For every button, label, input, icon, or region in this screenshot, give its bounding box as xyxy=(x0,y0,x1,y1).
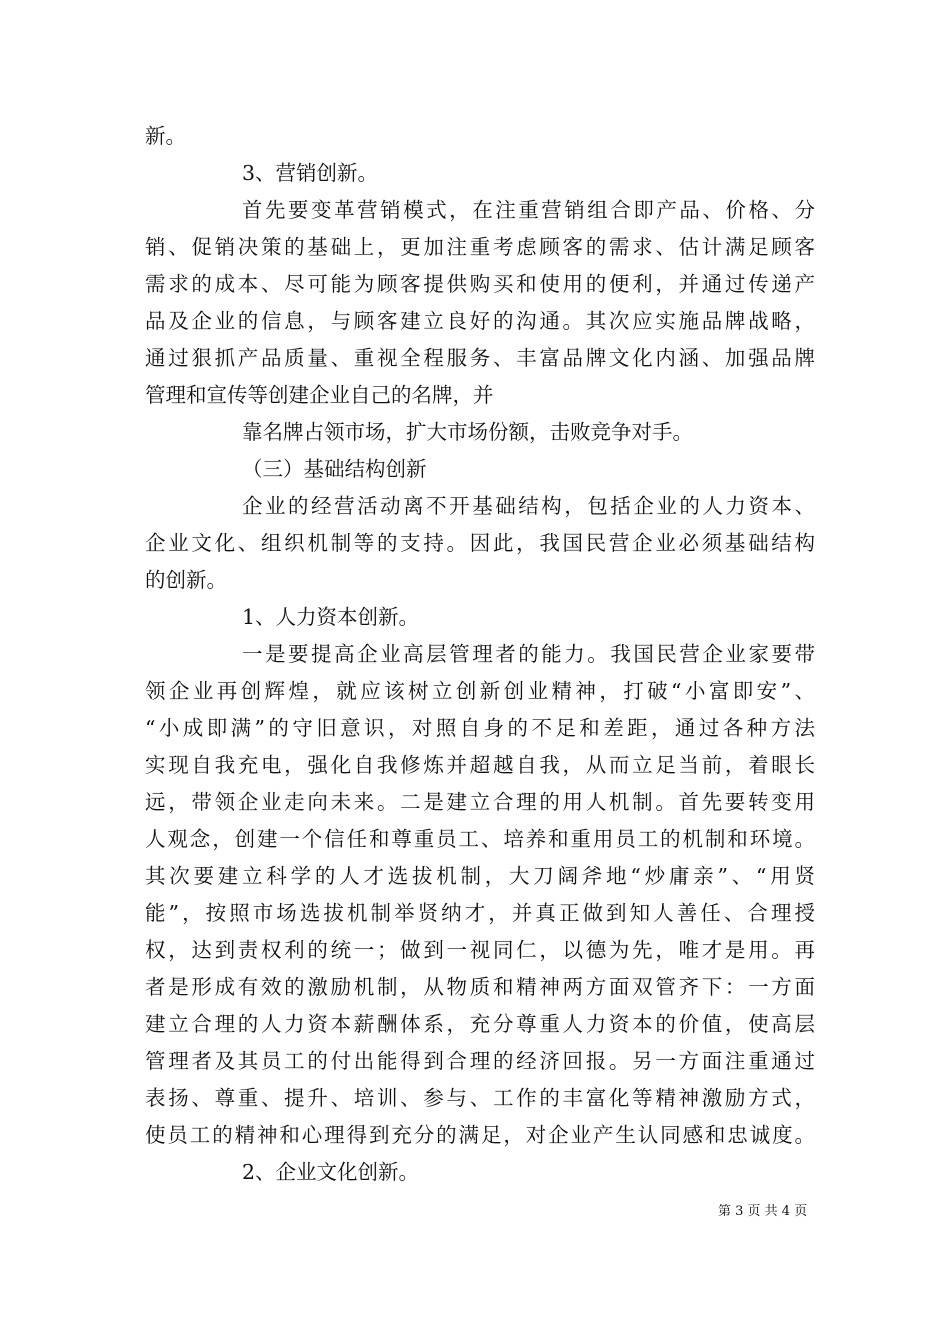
text-line: “小成即满”的守旧意识，对照自身的不足和差距，通过各种方法 xyxy=(145,716,815,740)
text-line: 企业文化、组织机制等的支持。因此，我国民营企业必须基础结构 xyxy=(145,531,815,555)
text-line: 使员工的精神和心理得到充分的满足，对企业产生认同感和忠诚度。 xyxy=(145,1123,815,1147)
text-line: 靠名牌占领市场，扩大市场份额，击败竞争对手。 xyxy=(242,420,693,444)
text-line: 销、促销决策的基础上，更加注重考虑顾客的需求、估计满足顾客 xyxy=(145,235,815,259)
text-line: 企业的经营活动离不开基础结构，包括企业的人力资本、 xyxy=(242,494,815,518)
page-number: 第 3 页 共 4 页 xyxy=(718,1204,808,1219)
section-heading: （三）基础结构创新 xyxy=(242,457,427,481)
text-line: 人观念，创建一个信任和尊重员工、培养和重用员工的机制和环境。 xyxy=(145,827,815,851)
text-line: 领企业再创辉煌，就应该树立创新创业精神，打破“小富即安”、 xyxy=(145,679,815,703)
text-line: 一是要提高企业高层管理者的能力。我国民营企业家要带 xyxy=(242,642,815,666)
text-line: 需求的成本、尽可能为顾客提供购买和使用的便利，并通过传递产 xyxy=(145,272,815,296)
section-heading: 2、企业文化创新。 xyxy=(242,1160,420,1184)
text-line: 实现自我充电，强化自我修炼并超越自我，从而立足当前，着眼长 xyxy=(145,753,815,777)
text-line: 能”，按照市场选拔机制举贤纳才，并真正做到知人善任、合理授 xyxy=(145,901,815,925)
text-line: 其次要建立科学的人才选拔机制，大刀阔斧地“炒庸亲”、“用贤 xyxy=(145,864,815,888)
text-line: 管理者及其员工的付出能得到合理的经济回报。另一方面注重通过 xyxy=(145,1049,815,1073)
text-line: 通过狠抓产品质量、重视全程服务、丰富品牌文化内涵、加强品牌 xyxy=(145,346,815,370)
text-line: 权，达到责权利的统一；做到一视同仁，以德为先，唯才是用。再 xyxy=(145,938,815,962)
text-line: 的创新。 xyxy=(145,568,227,592)
text-line: 表扬、尊重、提升、培训、参与、工作的丰富化等精神激励方式， xyxy=(145,1086,815,1110)
text-line: 品及企业的信息，与顾客建立良好的沟通。其次应实施品牌战略， xyxy=(145,309,815,333)
section-heading: 3、营销创新。 xyxy=(242,161,379,185)
text-line: 首先要变革营销模式，在注重营销组合即产品、价格、分 xyxy=(242,198,815,222)
text-line: 新。 xyxy=(145,124,186,148)
section-heading: 1、人力资本创新。 xyxy=(242,605,420,629)
text-line: 者是形成有效的激励机制，从物质和精神两方面双管齐下：一方面 xyxy=(145,975,815,999)
text-line: 建立合理的人力资本薪酬体系，充分尊重人力资本的价值，使高层 xyxy=(145,1012,815,1036)
text-line: 远，带领企业走向未来。二是建立合理的用人机制。首先要转变用 xyxy=(145,790,815,814)
text-line: 管理和宣传等创建企业自己的名牌，并 xyxy=(145,383,494,407)
